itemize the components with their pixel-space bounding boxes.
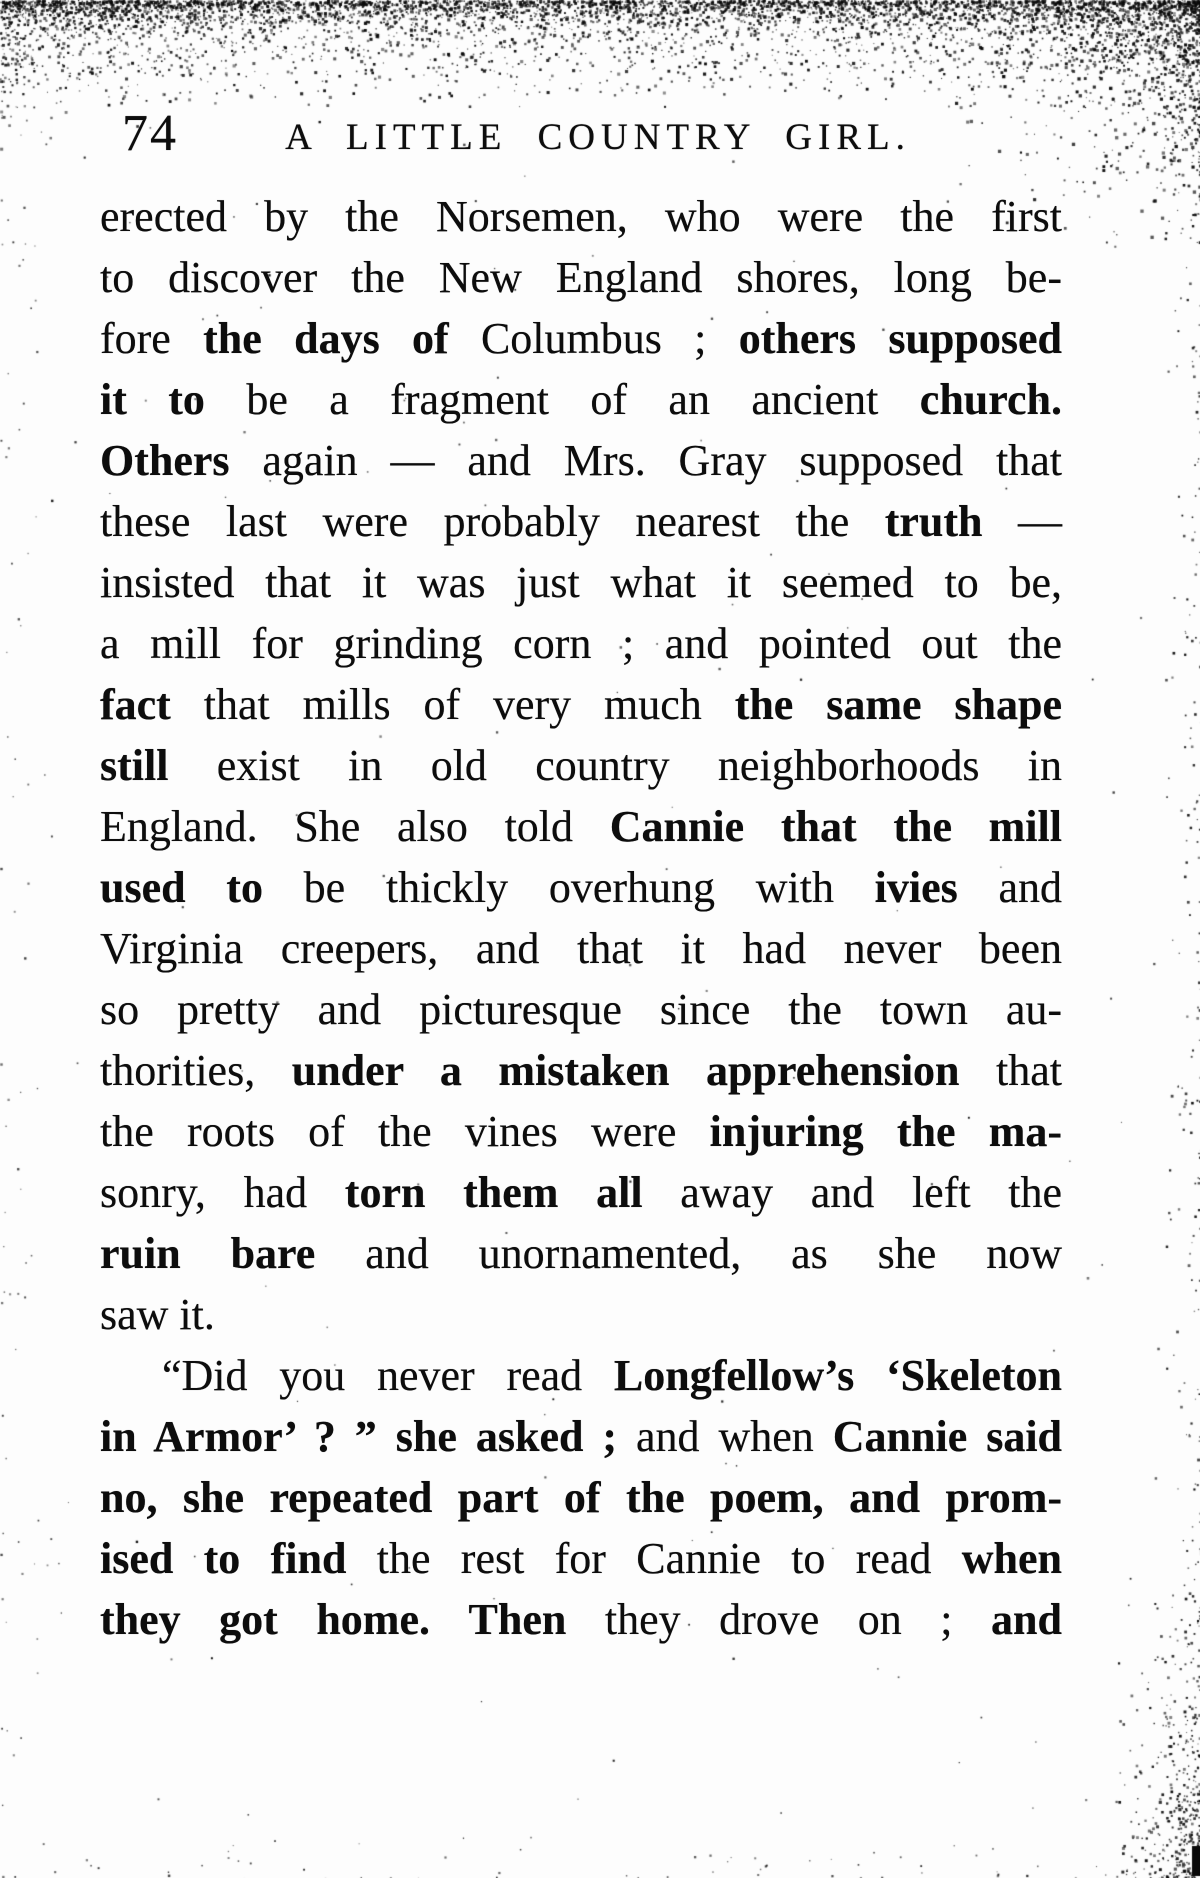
heavy-ink-segment: when — [961, 1534, 1062, 1583]
heavy-ink-segment: Longfellow’s ‘Skeleton — [613, 1351, 1062, 1400]
text-segment — [430, 1595, 469, 1644]
heavy-ink-segment: they got home. — [100, 1595, 430, 1644]
heavy-ink-segment: she asked ; — [395, 1412, 618, 1461]
page-number: 74 — [122, 105, 178, 162]
heavy-ink-segment: others supposed — [738, 314, 1062, 363]
text-segment: again — and Mrs. Gray supposed that — [229, 436, 1062, 485]
text-segment: be thickly overhung with — [262, 863, 875, 912]
text-line — [100, 1101, 1062, 1162]
heavy-ink-segment: Then — [468, 1595, 567, 1644]
heavy-ink-segment: Cannie said — [832, 1412, 1063, 1461]
heavy-ink-segment: no, she repeated part of the poem, and prom- — [100, 1473, 1062, 1522]
text-line — [100, 369, 1062, 430]
text-segment: and — [957, 863, 1063, 912]
text-segment: — — [982, 497, 1062, 546]
text-segment: Virginia creepers, and that it had never been — [100, 924, 1062, 973]
heavy-ink-segment: fact — [100, 680, 171, 729]
text-segment: they drove on ; — [566, 1595, 992, 1644]
heavy-ink-segment: Cannie that the mill — [609, 802, 1062, 851]
heavy-ink-segment: torn them all — [344, 1168, 643, 1217]
text-line — [100, 918, 1062, 979]
text-line — [100, 979, 1062, 1040]
heavy-ink-segment: under a mistaken apprehension — [291, 1046, 960, 1095]
text-segment: the rest for Cannie to read — [346, 1534, 962, 1583]
text-segment: erected by the Norsemen, who were the first — [100, 192, 1062, 241]
heavy-ink-segment: church. — [919, 375, 1063, 424]
text-line — [100, 735, 1062, 796]
text-line — [100, 857, 1062, 918]
text-line — [100, 1162, 1062, 1223]
page-body-text — [100, 186, 1062, 1650]
text-line — [100, 491, 1062, 552]
text-line — [100, 674, 1062, 735]
text-segment: exist in old country neighborhoods in — [168, 741, 1062, 790]
text-line — [100, 1467, 1062, 1528]
heavy-ink-segment: Others — [100, 436, 230, 485]
text-line — [100, 796, 1062, 857]
text-segment — [377, 1412, 396, 1461]
heavy-ink-segment: the same shape — [734, 680, 1062, 729]
text-segment: “Did you never read — [162, 1351, 614, 1400]
text-segment: that — [959, 1046, 1063, 1095]
text-line — [100, 186, 1062, 247]
heavy-ink-segment: ivies — [874, 863, 958, 912]
text-line — [100, 552, 1062, 613]
text-segment: thorities, — [100, 1046, 292, 1095]
text-line — [100, 1528, 1062, 1589]
text-segment: insisted that it was just what it seemed to be, — [100, 558, 1062, 607]
heavy-ink-segment: used to — [100, 863, 263, 912]
text-segment: England. She also told — [100, 802, 610, 851]
text-segment: that mills of very much — [170, 680, 735, 729]
text-segment: to discover the New England shores, long be- — [100, 253, 1062, 302]
heavy-ink-segment: truth — [884, 497, 983, 546]
page-header — [100, 106, 1062, 170]
heavy-ink-segment: it to — [100, 375, 205, 424]
heavy-ink-segment: ruin bare — [100, 1229, 316, 1278]
heavy-ink-segment: the days of — [203, 314, 449, 363]
text-segment: saw it. — [100, 1290, 215, 1339]
heavy-ink-segment: injuring the ma- — [709, 1107, 1062, 1156]
text-segment: so pretty and picturesque since the town au- — [100, 985, 1062, 1034]
text-segment: and when — [617, 1412, 833, 1461]
text-line — [100, 308, 1062, 369]
text-segment: be a fragment of an ancient — [204, 375, 920, 424]
text-line — [100, 613, 1062, 674]
text-segment: the roots of the vines were — [100, 1107, 710, 1156]
text-line — [100, 1406, 1062, 1467]
text-segment: these last were probably nearest the — [100, 497, 885, 546]
running-title: A LITTLE COUNTRY GIRL. — [285, 117, 911, 158]
heavy-ink-segment: ised to find — [100, 1534, 347, 1583]
text-line — [100, 1589, 1062, 1650]
text-segment: and unornamented, as she now — [315, 1229, 1062, 1278]
text-line — [100, 1223, 1062, 1284]
text-line — [100, 430, 1062, 491]
text-segment: away and left the — [642, 1168, 1063, 1217]
text-line — [100, 1284, 1062, 1345]
heavy-ink-segment: and — [991, 1595, 1062, 1644]
text-line — [100, 1040, 1062, 1101]
heavy-ink-segment: still — [100, 741, 169, 790]
text-segment: a mill for grinding corn ; and pointed out the — [100, 619, 1062, 668]
text-line — [100, 1345, 1062, 1406]
text-line — [100, 247, 1062, 308]
text-segment: fore — [100, 314, 204, 363]
text-segment: Columbus ; — [448, 314, 739, 363]
text-segment: sonry, had — [100, 1168, 345, 1217]
heavy-ink-segment: in Armor’ ? ” — [100, 1412, 377, 1461]
